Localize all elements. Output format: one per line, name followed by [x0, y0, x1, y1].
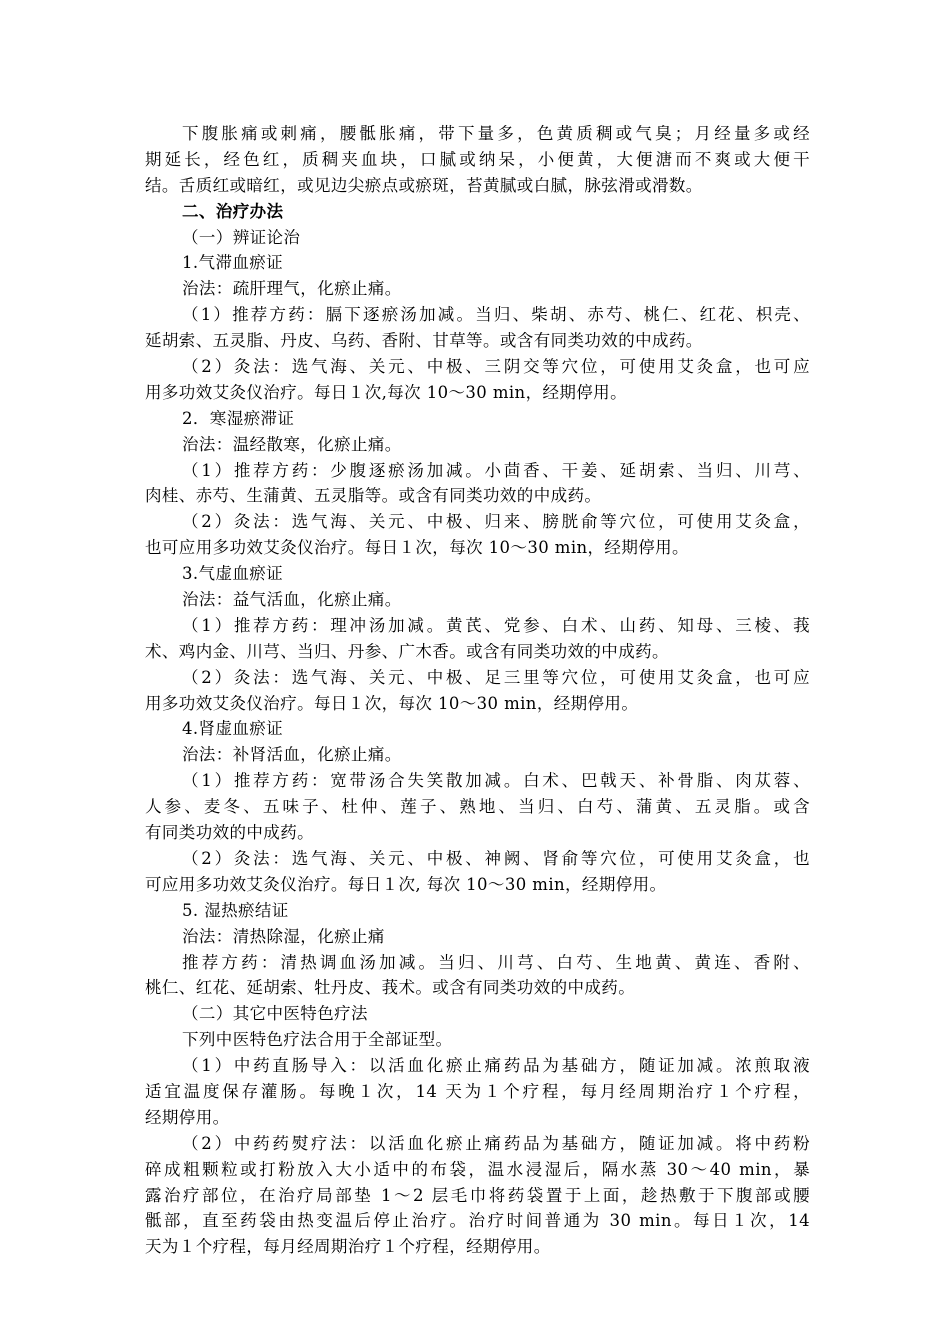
paragraph-line: （1）推荐方药：少腹逐瘀汤加减。小茴香、干姜、延胡索、当归、川芎、	[182, 460, 810, 480]
paragraph-line: 肉桂、赤芍、生蒲黄、五灵脂等。或含有同类功效的中成药。	[145, 486, 602, 506]
paragraph-line: 推荐方药：清热调血汤加减。当归、川芎、白芍、生地黄、黄连、香附、	[182, 952, 810, 972]
paragraph-line: （2）灸法：选气海、关元、中极、三阴交等穴位，可使用艾灸盒，也可应	[182, 357, 810, 377]
document-page	[145, 121, 810, 1260]
paragraph-line: 有同类功效的中成药。	[145, 823, 314, 843]
syndrome-heading: 3.气虚血瘀证	[182, 564, 284, 584]
paragraph-line: （2）灸法：选气海、关元、中极、归来、膀胱俞等穴位，可使用艾灸盒，	[182, 512, 810, 532]
paragraph-line: 天为１个疗程，每月经周期治疗１个疗程，经期停用。	[145, 1237, 551, 1257]
paragraph-line: 下腹胀痛或刺痛，腰骶胀痛，带下量多，色黄质稠或气臭；月经量多或经	[182, 124, 810, 143]
paragraph-line: 也可应用多功效艾灸仪治疗。每日１次，每次 10～30 min，经期停用。	[145, 538, 689, 558]
paragraph-line: （1）推荐方药：膈下逐瘀汤加减。当归、柴胡、赤芍、桃仁、红花、枳壳、	[182, 305, 810, 325]
paragraph-line: 术、鸡内金、川芎、当归、丹参、广木香。或含有同类功效的中成药。	[145, 641, 669, 661]
paragraph-line: （1）推荐方药：宽带汤合失笑散加减。白术、巴戟天、补骨脂、肉苁蓉、	[182, 771, 810, 791]
treatment-method: 治法：补肾活血，化瘀止痛。	[182, 745, 402, 765]
paragraph-line: 骶部，直至药袋由热变温后停止治疗。治疗时间普通为 30 min。每日１次，14	[145, 1211, 810, 1231]
syndrome-heading: 1.气滞血瘀证	[182, 253, 284, 273]
paragraph-line: 适宜温度保存灌肠。每晚１次，14 天为１个疗程，每月经周期治疗１个疗程，	[145, 1081, 810, 1101]
syndrome-heading: 4.肾虚血瘀证	[182, 719, 284, 739]
paragraph-line: 结。舌质红或暗红，或见边尖瘀点或瘀斑，苔黄腻或白腻，脉弦滑或滑数。	[145, 175, 703, 195]
paragraph-line: （2）中药药熨疗法：以活血化瘀止痛药品为基础方，随证加减。将中药粉	[182, 1133, 810, 1153]
treatment-method: 治法：益气活血，化瘀止痛。	[182, 590, 402, 610]
paragraph-line: 期延长，经色红，质稠夹血块，口腻或纳呆，小便黄，大便溏而不爽或大便干	[145, 149, 810, 169]
syndrome-heading: 5. 湿热瘀结证	[182, 900, 289, 920]
paragraph-line: 用多功效艾灸仪治疗。每日１次，每次 10～30 min，经期停用。	[145, 693, 639, 713]
syndrome-heading: 2．寒湿瘀滞证	[182, 408, 295, 428]
treatment-method: 治法：清热除湿，化瘀止痛	[182, 926, 385, 946]
paragraph-line: 下列中医特色疗法合用于全部证型。	[182, 1030, 453, 1050]
paragraph-line: 人参、麦冬、五味子、杜仲、莲子、熟地、当归、白芍、蒲黄、五灵脂。或含	[145, 797, 810, 817]
paragraph-line: 桃仁、红花、延胡索、牡丹皮、莪术。或含有同类功效的中成药。	[145, 978, 636, 998]
paragraph-line: （2）灸法：选气海、关元、中极、足三里等穴位，可使用艾灸盒，也可应	[182, 667, 810, 687]
paragraph-line: 经期停用。	[145, 1107, 230, 1127]
treatment-method: 治法：疏肝理气，化瘀止痛。	[182, 279, 402, 299]
subsection-heading: （一）辨证论治	[182, 227, 301, 247]
paragraph-line: 碎成粗颗粒或打粉放入大小适中的布袋，温水浸湿后，隔水蒸 30～40 min，暴	[145, 1159, 810, 1179]
treatment-method: 治法：温经散寒，化瘀止痛。	[182, 434, 402, 454]
section-heading: 二、治疗办法	[182, 201, 284, 221]
paragraph-line: （1）中药直肠导入：以活血化瘀止痛药品为基础方，随证加减。浓煎取液	[182, 1056, 810, 1076]
subsection-heading: （二）其它中医特色疗法	[182, 1004, 368, 1024]
paragraph-line: （1）推荐方药：理冲汤加减。黄芪、党参、白术、山药、知母、三棱、莪	[182, 615, 810, 635]
paragraph-line: 露治疗部位，在治疗局部垫 1～2 层毛巾将药袋置于上面，趁热敷于下腹部或腰	[145, 1185, 810, 1205]
paragraph-line: 可应用多功效艾灸仪治疗。每日１次, 每次 10～30 min，经期停用。	[145, 874, 667, 894]
paragraph-line: 用多功效艾灸仪治疗。每日１次,每次 10～30 min，经期停用。	[145, 382, 627, 402]
paragraph-line: （2）灸法：选气海、关元、中极、神阙、肾俞等穴位，可使用艾灸盒，也	[182, 848, 810, 868]
paragraph-line: 延胡索、五灵脂、丹皮、乌药、香附、甘草等。或含有同类功效的中成药。	[145, 331, 703, 351]
